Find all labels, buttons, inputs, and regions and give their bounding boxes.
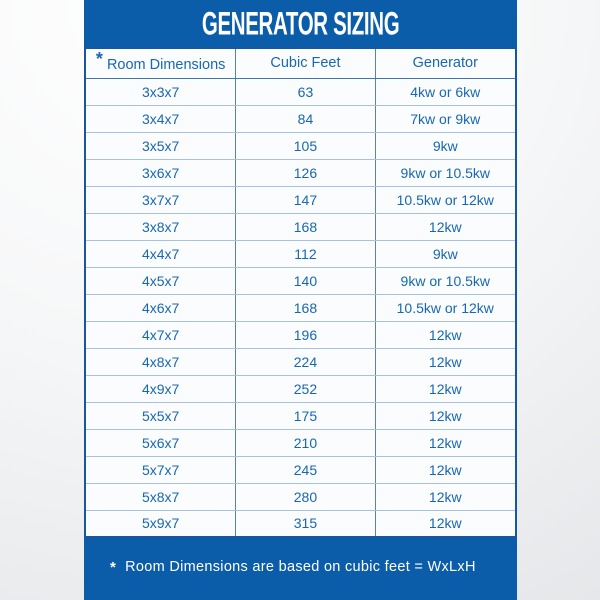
cubic-feet-cell: 140 (236, 267, 375, 294)
table-row (85, 78, 516, 105)
table-body (85, 78, 516, 537)
room-dimensions-cell: 5x9x7 (85, 510, 236, 537)
table-row (85, 240, 516, 267)
cubic-feet-cell: 210 (236, 429, 375, 456)
room-dimensions-cell: 4x4x7 (85, 240, 236, 267)
generator-cell: 9kw (375, 132, 516, 159)
cubic-feet-cell: 175 (236, 402, 375, 429)
table-row (85, 375, 516, 402)
room-dimensions-cell: 4x6x7 (85, 294, 236, 321)
table-header (85, 48, 516, 78)
table-row (85, 483, 516, 510)
cubic-feet-cell: 168 (236, 294, 375, 321)
column-header-generator: Generator (375, 48, 516, 78)
generator-cell: 10.5kw or 12kw (375, 294, 516, 321)
generator-cell: 12kw (375, 402, 516, 429)
room-dimensions-cell: 4x9x7 (85, 375, 236, 402)
table-row (85, 429, 516, 456)
table-row (85, 402, 516, 429)
room-dimensions-cell: 3x5x7 (85, 132, 236, 159)
column-header-cubic-feet: Cubic Feet (236, 48, 375, 78)
page-title: GENERATOR SIZING (201, 4, 400, 42)
generator-cell: 10.5kw or 12kw (375, 186, 516, 213)
generator-cell: 12kw (375, 375, 516, 402)
table-row (85, 294, 516, 321)
footnote-asterisk: * (95, 48, 103, 69)
generator-cell: 12kw (375, 456, 516, 483)
room-dimensions-cell: 4x8x7 (85, 348, 236, 375)
footnote-marker-asterisk: * (110, 559, 117, 576)
title-band (84, 0, 517, 47)
generator-cell: 12kw (375, 510, 516, 537)
room-dimensions-cell: 5x8x7 (85, 483, 236, 510)
generator-sizing-panel (84, 0, 517, 600)
table-row (85, 267, 516, 294)
generator-sizing-table (84, 47, 517, 538)
generator-cell: 9kw or 10.5kw (375, 267, 516, 294)
room-dimensions-cell: 3x8x7 (85, 213, 236, 240)
cubic-feet-cell: 280 (236, 483, 375, 510)
table-row (85, 348, 516, 375)
table-row (85, 456, 516, 483)
room-dimensions-cell: 3x3x7 (85, 78, 236, 105)
generator-cell: 12kw (375, 213, 516, 240)
cubic-feet-cell: 168 (236, 213, 375, 240)
room-dimensions-cell: 4x7x7 (85, 321, 236, 348)
room-dimensions-cell: 3x6x7 (85, 159, 236, 186)
cubic-feet-cell: 105 (236, 132, 375, 159)
room-dimensions-cell: 4x5x7 (85, 267, 236, 294)
header-row (85, 48, 516, 78)
footnote (84, 538, 517, 600)
generator-cell: 12kw (375, 348, 516, 375)
cubic-feet-cell: 245 (236, 456, 375, 483)
generator-cell: 7kw or 9kw (375, 105, 516, 132)
table-row (85, 105, 516, 132)
room-dimensions-cell: 5x7x7 (85, 456, 236, 483)
room-dimensions-cell: 3x4x7 (85, 105, 236, 132)
generator-cell: 12kw (375, 321, 516, 348)
table-row (85, 321, 516, 348)
cubic-feet-cell: 252 (236, 375, 375, 402)
cubic-feet-cell: 147 (236, 186, 375, 213)
generator-cell: 12kw (375, 483, 516, 510)
table-row (85, 132, 516, 159)
room-dimensions-cell: 3x7x7 (85, 186, 236, 213)
table-row (85, 186, 516, 213)
table-row (85, 159, 516, 186)
table-row (85, 213, 516, 240)
room-dimensions-cell: 5x6x7 (85, 429, 236, 456)
column-header-room-dimensions-label: Room Dimensions (106, 56, 226, 73)
cubic-feet-cell: 84 (236, 105, 375, 132)
footnote-text: Room Dimensions are based on cubic feet = WxLxH (125, 559, 476, 575)
cubic-feet-cell: 224 (236, 348, 375, 375)
room-dimensions-cell: 5x5x7 (85, 402, 236, 429)
cubic-feet-cell: 126 (236, 159, 375, 186)
generator-cell: 12kw (375, 429, 516, 456)
generator-cell: 4kw or 6kw (375, 78, 516, 105)
table-row (85, 510, 516, 537)
generator-cell: 9kw (375, 240, 516, 267)
cubic-feet-cell: 315 (236, 510, 375, 537)
cubic-feet-cell: 112 (236, 240, 375, 267)
cubic-feet-cell: 196 (236, 321, 375, 348)
generator-cell: 9kw or 10.5kw (375, 159, 516, 186)
column-header-room-dimensions (85, 48, 236, 78)
cubic-feet-cell: 63 (236, 78, 375, 105)
